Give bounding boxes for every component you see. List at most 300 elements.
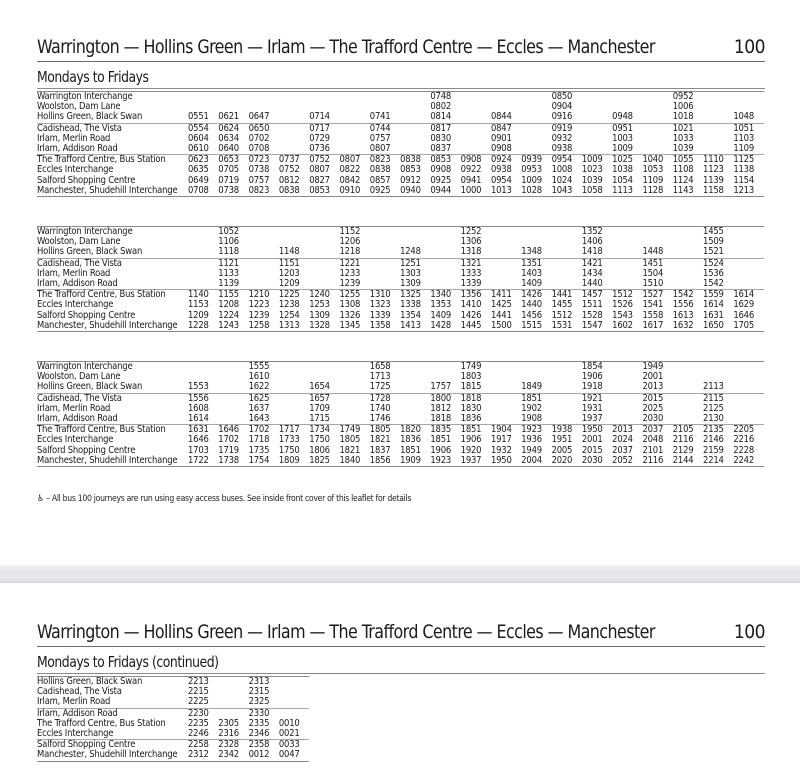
- departure-time: [703, 92, 733, 103]
- departure-time: [491, 279, 521, 290]
- departure-time: 1835: [430, 425, 460, 436]
- departure-time: 1749: [461, 362, 491, 373]
- departure-time: 2144: [673, 456, 703, 467]
- departure-time: 0847: [491, 123, 521, 134]
- stop-name: The Trafford Centre, Bus Station: [37, 155, 188, 166]
- departure-time: 1428: [430, 321, 460, 332]
- departure-time: [279, 362, 309, 373]
- departure-time: 1512: [551, 309, 573, 321]
- departure-time: [642, 144, 672, 155]
- departure-time: 1614: [188, 413, 209, 425]
- departure-time: 1109: [642, 174, 664, 186]
- departure-time: [673, 258, 703, 269]
- departure-time: [673, 404, 703, 414]
- departure-time: 0723: [249, 155, 279, 166]
- departure-time: 1140: [188, 290, 218, 301]
- departure-time: [552, 269, 582, 279]
- departure-time: 1902: [521, 402, 542, 414]
- departure-time: 1702: [218, 434, 239, 446]
- stop-name: Warrington Interchange: [37, 92, 188, 103]
- departure-time: 1043: [552, 186, 582, 197]
- departure-time: 1709: [309, 402, 330, 414]
- departure-time: 1038: [612, 164, 633, 176]
- departure-time: 1033: [672, 132, 694, 144]
- departure-time: 0939: [521, 155, 551, 166]
- departure-time: [188, 279, 218, 290]
- departure-time: [673, 414, 703, 425]
- departure-time: [612, 404, 642, 414]
- route-title: Warrington — Hollins Green — Irlam — The Trafford Centre — Eccles — Manchester: [37, 621, 655, 643]
- departure-time: 1413: [400, 321, 430, 332]
- departure-time: 1908: [521, 413, 542, 425]
- departure-time: 1719: [218, 444, 239, 456]
- departure-time: 0916: [551, 111, 573, 123]
- departure-time: 1622: [248, 381, 270, 393]
- departure-time: [339, 414, 369, 425]
- departure-time: [218, 677, 248, 688]
- departure-time: 1058: [582, 186, 612, 197]
- departure-time: 0729: [309, 132, 330, 144]
- departure-time: 1209: [188, 309, 209, 321]
- departure-time: 1851: [461, 425, 491, 436]
- departure-time: 1740: [369, 402, 391, 414]
- departure-time: 1203: [278, 267, 300, 279]
- departure-time: 1209: [278, 278, 300, 290]
- departure-time: 1613: [672, 309, 694, 321]
- stop-name: Manchester, Shudehill Interchange: [37, 456, 188, 467]
- departure-time: [339, 134, 369, 144]
- departure-time: [279, 697, 309, 708]
- departure-time: [521, 362, 551, 373]
- departure-time: 1851: [400, 444, 421, 456]
- departure-time: 1352: [582, 227, 612, 238]
- departure-time: 0705: [218, 164, 239, 176]
- departure-time: 1252: [461, 227, 491, 238]
- departure-time: 1705: [733, 321, 763, 332]
- departure-time: 1221: [339, 258, 369, 269]
- departure-time: [461, 134, 491, 144]
- departure-time: 1406: [581, 236, 603, 248]
- departure-time: [552, 372, 582, 382]
- departure-time: [461, 112, 491, 123]
- departure-time: 1815: [460, 381, 482, 393]
- departure-time: 1023: [581, 164, 603, 176]
- departure-time: 1553: [188, 381, 209, 393]
- departure-time: 0844: [490, 111, 512, 123]
- departure-time: 1713: [369, 371, 391, 383]
- departure-time: 1821: [369, 434, 391, 446]
- departure-time: 1118: [218, 246, 239, 258]
- departure-time: [491, 382, 521, 393]
- departure-time: [430, 279, 460, 290]
- departure-time: 1556: [188, 393, 218, 404]
- departure-time: 1338: [400, 299, 421, 311]
- departure-time: 1223: [248, 299, 270, 311]
- departure-time: 2235: [188, 717, 209, 729]
- departure-time: [249, 247, 279, 258]
- departure-time: 0744: [370, 123, 400, 134]
- departure-time: 0938: [490, 164, 512, 176]
- departure-time: 1559: [703, 290, 733, 301]
- departure-time: 1339: [369, 309, 391, 321]
- departure-time: 0650: [249, 123, 279, 134]
- departure-time: 1434: [581, 267, 603, 279]
- departure-time: 0623: [188, 155, 218, 166]
- departure-time: [188, 92, 218, 103]
- departure-time: 1018: [672, 111, 694, 123]
- departure-time: 0948: [612, 111, 633, 123]
- departure-time: [673, 372, 703, 382]
- departure-time: 1950: [491, 456, 521, 467]
- departure-time: [642, 102, 672, 112]
- departure-time: [188, 258, 218, 269]
- departure-time: 1218: [339, 246, 361, 258]
- departure-time: [612, 92, 642, 103]
- table-row: [37, 123, 764, 134]
- departure-time: [279, 382, 309, 393]
- departure-time: 1409: [521, 278, 542, 290]
- table-row: [37, 92, 764, 103]
- departure-time: 1110: [703, 155, 733, 166]
- departure-time: 1155: [218, 290, 248, 301]
- departure-time: [279, 414, 309, 425]
- departure-time: [279, 144, 309, 155]
- departure-time: [733, 372, 763, 382]
- departure-time: 1356: [461, 290, 491, 301]
- departure-time: 1411: [491, 290, 521, 301]
- departure-time: 1128: [642, 186, 672, 197]
- departure-time: 1224: [218, 309, 239, 321]
- departure-time: [339, 393, 369, 404]
- departure-time: [521, 227, 551, 238]
- departure-time: [491, 227, 521, 238]
- departure-time: 0842: [339, 174, 361, 186]
- departure-time: [582, 92, 612, 103]
- departure-time: [279, 134, 309, 144]
- departure-time: 1542: [673, 290, 703, 301]
- departure-time: 0812: [278, 174, 300, 186]
- departure-time: 2325: [248, 696, 270, 708]
- departure-time: 2037: [612, 444, 633, 456]
- stop-name: Woolston, Dam Lane: [37, 236, 121, 248]
- stop-name: Hollins Green, Black Swan: [37, 381, 143, 393]
- departure-time: [521, 102, 551, 112]
- departure-time: 1500: [491, 321, 521, 332]
- departure-time: 1825: [309, 456, 339, 467]
- departure-time: 1326: [339, 309, 361, 321]
- departure-time: 1631: [703, 309, 724, 321]
- stop-name: Hollins Green, Black Swan: [37, 111, 143, 123]
- departure-time: 0817: [430, 123, 460, 134]
- departure-time: 1818: [461, 393, 491, 404]
- departure-time: 0738: [218, 186, 248, 197]
- departure-time: 1735: [248, 444, 270, 456]
- departure-time: 0012: [249, 750, 279, 761]
- departure-time: 1323: [369, 299, 391, 311]
- departure-time: [339, 123, 369, 134]
- departure-time: 1358: [370, 321, 400, 332]
- departure-time: 2228: [733, 444, 755, 456]
- departure-time: 1009: [521, 174, 542, 186]
- departure-time: 0814: [430, 111, 452, 123]
- stop-name: Warrington Interchange: [37, 362, 188, 373]
- departure-time: [673, 382, 703, 393]
- departure-time: [491, 393, 521, 404]
- departure-time: 1125: [733, 155, 763, 166]
- departure-time: [400, 393, 430, 404]
- departure-time: [188, 362, 218, 373]
- departure-time: 1951: [551, 434, 573, 446]
- departure-time: [733, 227, 763, 238]
- departure-time: 1248: [400, 246, 421, 258]
- departure-time: [400, 227, 430, 238]
- departure-time: [370, 92, 400, 103]
- departure-time: 1543: [612, 309, 633, 321]
- departure-time: [249, 269, 279, 279]
- departure-time: 1108: [672, 164, 694, 176]
- departure-time: 1124: [672, 174, 694, 186]
- departure-time: [461, 102, 491, 112]
- departure-time: 1803: [460, 371, 482, 383]
- departure-time: 2312: [188, 750, 218, 761]
- departure-time: 1239: [339, 278, 361, 290]
- departure-time: 0752: [278, 164, 300, 176]
- departure-time: 1013: [491, 186, 521, 197]
- departure-time: [309, 237, 339, 247]
- departure-time: 1632: [673, 321, 703, 332]
- departure-time: 1646: [733, 309, 755, 321]
- departure-time: 1055: [673, 155, 703, 166]
- departure-time: 2214: [703, 456, 733, 467]
- departure-time: [733, 258, 763, 269]
- departure-time: 2030: [642, 413, 664, 425]
- stop-name: Warrington Interchange: [37, 227, 188, 238]
- departure-time: 2215: [188, 686, 209, 698]
- departure-time: 1541: [642, 299, 664, 311]
- stop-name: Irlam, Addison Road: [37, 708, 188, 719]
- departure-time: [491, 92, 521, 103]
- departure-time: [491, 404, 521, 414]
- departure-time: 1410: [460, 299, 482, 311]
- stop-name: Hollins Green, Black Swan: [37, 677, 188, 688]
- departure-time: [552, 414, 582, 425]
- departure-time: 2242: [733, 456, 763, 467]
- departure-time: 0624: [218, 123, 248, 134]
- departure-time: [703, 123, 733, 134]
- departure-time: [400, 372, 430, 382]
- departure-time: 2037: [642, 425, 672, 436]
- table-row: [37, 227, 764, 238]
- departure-time: 1836: [400, 434, 421, 446]
- table-row: [37, 697, 309, 708]
- departure-time: 1909: [400, 456, 430, 467]
- departure-time: [370, 237, 400, 247]
- departure-time: 1515: [521, 321, 551, 332]
- departure-time: 2358: [249, 740, 279, 751]
- departure-time: 0901: [490, 132, 512, 144]
- departure-time: 0757: [248, 174, 270, 186]
- departure-time: 2024: [612, 434, 633, 446]
- departure-time: [612, 279, 642, 290]
- departure-time: 2105: [673, 425, 703, 436]
- departure-time: [218, 404, 248, 414]
- departure-time: 1451: [642, 258, 672, 269]
- departure-time: [279, 372, 309, 382]
- departure-time: [582, 123, 612, 134]
- departure-time: 0708: [188, 186, 218, 197]
- departure-time: 1310: [370, 290, 400, 301]
- table-row: [37, 456, 764, 467]
- departure-time: [461, 144, 491, 155]
- departure-time: 1456: [521, 309, 542, 321]
- wheelchair-icon: ♿: [37, 494, 44, 504]
- departure-time: [370, 279, 400, 290]
- departure-time: 1340: [430, 290, 460, 301]
- departure-time: [491, 414, 521, 425]
- table-row: [37, 144, 764, 155]
- departure-time: [703, 112, 733, 123]
- departure-time: 0634: [218, 132, 239, 144]
- departure-time: 2001: [642, 371, 664, 383]
- departure-time: 1854: [582, 362, 612, 373]
- stop-name: Manchester, Shudehill Interchange: [37, 186, 188, 197]
- departure-time: 1309: [309, 309, 330, 321]
- timetable-page-2: [0, 583, 800, 777]
- departure-time: 1509: [703, 236, 724, 248]
- stop-name: Woolston, Dam Lane: [37, 101, 121, 113]
- departure-time: 1455: [551, 299, 573, 311]
- departure-time: 1643: [248, 413, 270, 425]
- table-row: [37, 414, 764, 425]
- departure-time: 0823: [370, 155, 400, 166]
- departure-time: 2013: [612, 425, 642, 436]
- departure-time: 1213: [733, 186, 763, 197]
- departure-time: 1949: [521, 444, 542, 456]
- day-heading: [37, 68, 765, 89]
- departure-time: 1000: [461, 186, 491, 197]
- departure-time: 0932: [551, 132, 573, 144]
- departure-time: [370, 258, 400, 269]
- departure-time: 1906: [581, 371, 603, 383]
- departure-time: 2130: [703, 413, 724, 425]
- departure-time: 1936: [521, 434, 542, 446]
- departure-time: [400, 414, 430, 425]
- departure-time: 1345: [339, 321, 369, 332]
- departure-time: [400, 102, 430, 112]
- stop-name: Irlam, Merlin Road: [37, 132, 111, 144]
- departure-time: [733, 414, 763, 425]
- departure-time: 1426: [521, 290, 551, 301]
- departure-time: 1512: [612, 290, 642, 301]
- departure-time: 0738: [248, 164, 270, 176]
- departure-time: [218, 414, 248, 425]
- departure-time: 1856: [370, 456, 400, 467]
- departure-time: 1154: [733, 174, 755, 186]
- departure-time: [218, 372, 248, 382]
- departure-time: [491, 258, 521, 269]
- departure-time: 1351: [521, 258, 551, 269]
- departure-time: [552, 404, 582, 414]
- departure-time: 1354: [400, 309, 421, 321]
- departure-time: [218, 92, 248, 103]
- departure-time: 1749: [339, 425, 369, 436]
- departure-time: [218, 687, 248, 697]
- departure-time: 1821: [339, 444, 361, 456]
- table-row: [37, 750, 309, 761]
- departure-time: [733, 404, 763, 414]
- departure-time: 1524: [703, 258, 733, 269]
- timetable-block-continued: [37, 676, 309, 762]
- departure-time: 0649: [188, 174, 209, 186]
- departure-time: [673, 362, 703, 373]
- departure-time: 0010: [278, 717, 300, 729]
- departure-time: [703, 144, 733, 155]
- departure-time: 0838: [400, 155, 430, 166]
- departure-time: [309, 258, 339, 269]
- departure-time: 0837: [430, 143, 452, 155]
- departure-time: 1039: [672, 143, 694, 155]
- departure-time: 1938: [552, 425, 582, 436]
- departure-time: [188, 269, 218, 279]
- departure-time: [339, 404, 369, 414]
- departure-time: [612, 247, 642, 258]
- departure-time: [279, 393, 309, 404]
- stop-name: Cadishead, The Vista: [37, 393, 188, 404]
- departure-time: 1547: [582, 321, 612, 332]
- departure-time: [188, 227, 218, 238]
- departure-time: 0823: [249, 186, 279, 197]
- departure-time: 2135: [703, 425, 733, 436]
- departure-time: 1555: [249, 362, 279, 373]
- departure-time: 1521: [703, 246, 724, 258]
- departure-time: 1610: [248, 371, 270, 383]
- departure-time: 0741: [369, 111, 391, 123]
- departure-time: 2330: [249, 708, 279, 719]
- departure-time: [279, 677, 309, 688]
- departure-time: 0807: [369, 143, 391, 155]
- departure-time: [612, 372, 642, 382]
- departure-time: 0737: [279, 155, 309, 166]
- departure-time: 2205: [733, 425, 763, 436]
- departure-time: 1806: [309, 444, 330, 456]
- departure-time: 1805: [339, 434, 361, 446]
- departure-time: [188, 247, 218, 258]
- departure-time: [218, 382, 248, 393]
- departure-time: [612, 269, 642, 279]
- day-heading: [37, 653, 765, 674]
- departure-time: 1113: [612, 186, 642, 197]
- departure-time: [582, 134, 612, 144]
- departure-time: 0853: [430, 155, 460, 166]
- departure-time: 0714: [309, 111, 330, 123]
- departure-time: 1039: [581, 174, 603, 186]
- departure-time: 1143: [673, 186, 703, 197]
- departure-time: 1152: [339, 227, 369, 238]
- departure-time: 1851: [430, 434, 452, 446]
- page-header: [37, 36, 765, 62]
- departure-time: [279, 404, 309, 414]
- departure-time: 2020: [552, 456, 582, 467]
- departure-time: 0653: [218, 155, 248, 166]
- departure-time: [521, 134, 551, 144]
- departure-time: 1313: [279, 321, 309, 332]
- departure-time: 1426: [460, 309, 482, 321]
- departure-time: 1253: [309, 299, 330, 311]
- departure-time: 2159: [703, 444, 724, 456]
- departure-time: 2005: [551, 444, 573, 456]
- departure-time: [400, 382, 430, 393]
- day-heading-text: Mondays to Fridays: [37, 68, 149, 86]
